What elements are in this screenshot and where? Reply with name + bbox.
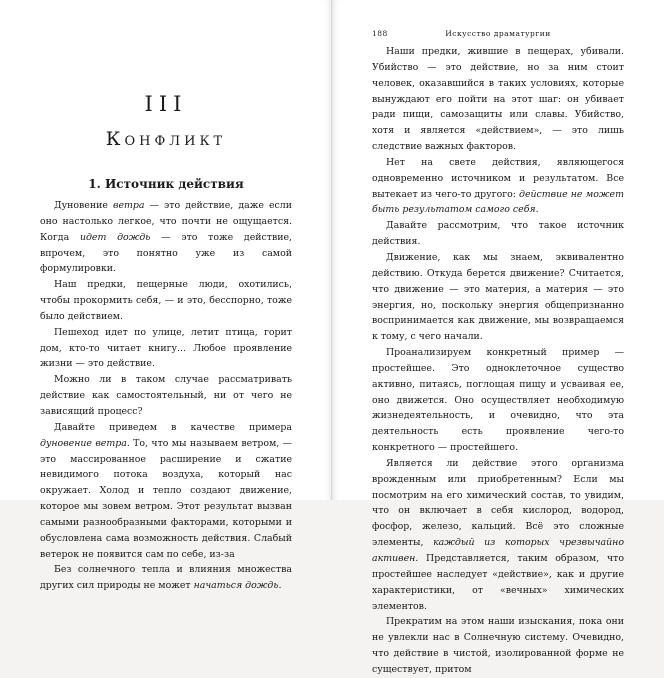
text-run: Можно ли в таком случае рассматривать действие как самостоятельный, ни от чего не зависящий процесс?: [40, 374, 292, 417]
text-run: Без солнечного тепла и влияния множества других сил природы не может: [40, 564, 292, 592]
text-run: Движение, как мы знаем, эквивалентно действию. Откуда берется движение? Считается, что движение — это материя, а материя — это энергия, но, поскольку энергия общепризнанно воспринимается как движение, мы возвращаемся к тому, с чего начали.: [372, 251, 624, 343]
text-run: Прекратим на этом наши изыскания, пока они не увлекли нас в Солнечную систему. Очевидно, что действие в чистой, изолированной форме не существует, притом: [372, 616, 624, 675]
text-run: Является ли действие этого организма врожденным или приобретенным? Если мы посмотрим на его химический состав, то увидим, что он включает в себя кислород, водород, фосфор, железо, кальций. Всё это сложные элементы,: [372, 457, 624, 549]
chapter-title: Конфликт: [105, 128, 227, 150]
paragraph: [372, 345, 624, 456]
paragraph: [372, 614, 624, 677]
italic-phrase: дуновение ветра: [40, 437, 127, 449]
right-page: [332, 0, 664, 675]
left-page: [0, 0, 332, 592]
text-run: Нет на свете действия, являющегося одновременно источником и результатом. Все вытекает из чего-то другого:: [372, 156, 624, 200]
paragraph: [372, 250, 624, 345]
text-run: Давайте приведем в качестве примера: [54, 421, 292, 433]
text-run: Наши предки, жившие в пещерах, убивали. Убийство — это действие, но за ним стоит человек, оказавшийся в таких условиях, которые вынуждают его пойти на этот шаг: он убивает ради пищи, самозащиты или славы. Убийство, хотя и является «действием», — это лишь следствие важных факторов.: [372, 46, 624, 153]
italic-phrase: каждый из которых чрезвычайно активен: [372, 537, 624, 564]
text-run: Давайте рассмотрим, что такое источник действия.: [372, 220, 624, 248]
text-run: .: [535, 204, 539, 216]
paragraph: [372, 456, 624, 614]
paragraph: [372, 44, 624, 155]
italic-phrase: идет дождь: [79, 231, 151, 243]
paragraph: [40, 420, 292, 563]
paragraph: [40, 277, 292, 325]
paragraph: [372, 218, 624, 250]
paragraph: [40, 562, 292, 594]
text-run: Дуновение: [54, 200, 113, 211]
paragraph: [40, 325, 292, 373]
chapter-number: III: [144, 92, 188, 116]
paragraph: [40, 198, 292, 277]
paragraph: [40, 372, 292, 420]
text-run: . То, что мы называем ветром, — это массированное расширение и сжатие невидимого потока воздуха, который нас окружает. Холод и тепло создают движение, которое мы зовем ветром. Этот результат вызван самыми разнообразными факторами, которыми и обусловлена сама возможность действия. Слабый ветерок не появится сам по себе, из-за: [40, 437, 292, 560]
left-body-text: [40, 198, 292, 594]
page-number: 188: [372, 29, 388, 38]
text-run: — это действие, даже если оно настолько легкое, что почти не ощущается. Когда: [40, 200, 292, 243]
text-run: — это тоже действие, впрочем, это понятно уже из самой формулировки.: [40, 231, 292, 275]
paragraph: [372, 155, 624, 218]
running-head-title: Искусство драматургии: [445, 29, 551, 38]
italic-phrase: ветра: [113, 200, 145, 211]
right-body-text: [372, 44, 624, 678]
section-title: 1. Источник действия: [88, 177, 244, 191]
italic-phrase: начаться дождь: [193, 580, 279, 592]
italic-phrase: действие не может быть результатом самого себя: [372, 188, 624, 216]
text-run: Пешеход идет по улице, летит птица, горит дом, кто-то читает книгу... Любое проявление жизни — это действие.: [40, 326, 292, 370]
text-run: Наш предки, пещерные люди, охотились, чтобы прокормить себя, — и это, бесспорно, тоже было действием.: [40, 279, 292, 322]
text-run: . Представляется, таким образом, что простейшее наследует «действие», как и другие характеристики, от «вечных» химических элементов.: [372, 553, 624, 612]
text-run: Проанализируем конкретный пример — простейшее. Это одноклеточное существо активно, питаясь, поглощая пищу и усваивая ее, оно движется. Оно осуществляет необходимую жизнедеятельность, и очевидно, что эта деятельность есть проявление чего-то конкретного — простейшего.: [372, 347, 624, 454]
text-run: .: [278, 580, 282, 592]
